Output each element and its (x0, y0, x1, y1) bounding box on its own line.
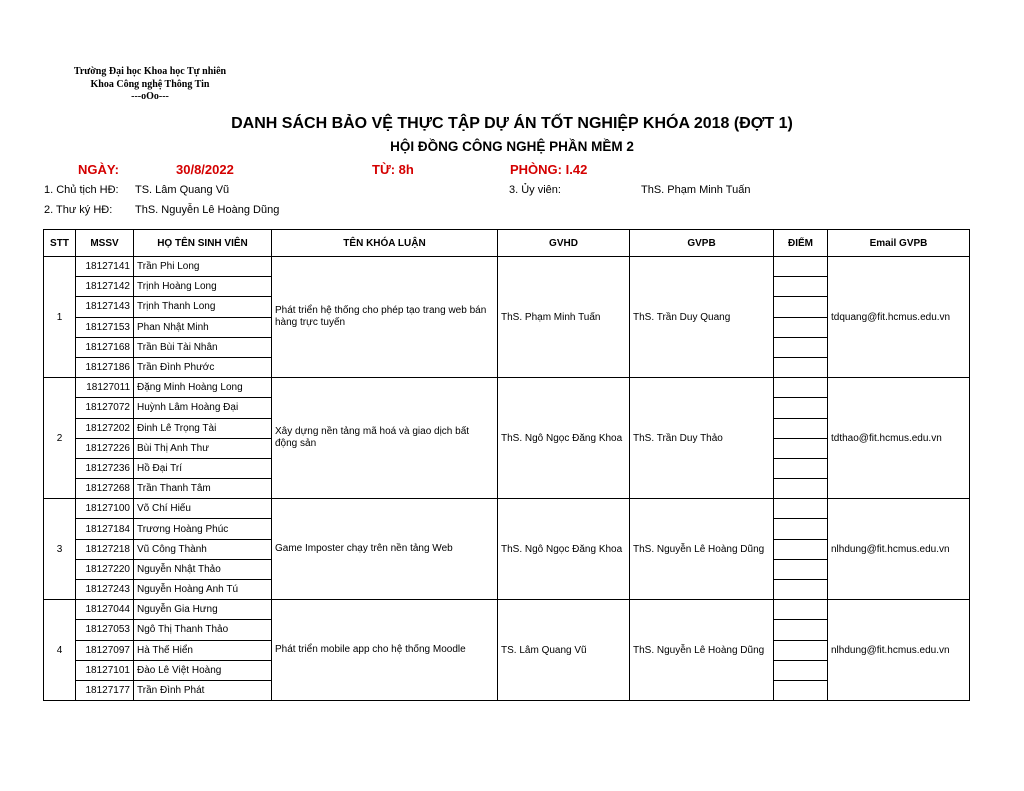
student-id: 18127184 (76, 519, 134, 539)
student-id: 18127141 (76, 257, 134, 277)
header-grade: ĐIỂM (774, 230, 828, 257)
header-reviewer: GVPB (630, 230, 774, 257)
reviewer-email: tdquang@fit.hcmus.edu.vn (828, 257, 970, 378)
grade-cell[interactable] (774, 640, 828, 660)
student-id: 18127072 (76, 398, 134, 418)
grade-cell[interactable] (774, 620, 828, 640)
document-subtitle: HỘI ĐỒNG CÔNG NGHỆ PHẦN MỀM 2 (390, 139, 634, 154)
grade-cell[interactable] (774, 438, 828, 458)
student-name: Nguyễn Hoàng Anh Tú (134, 580, 272, 600)
supervisor-name: ThS. Phạm Minh Tuấn (498, 257, 630, 378)
defense-schedule-table (43, 229, 970, 701)
table-row (44, 378, 970, 398)
reviewer-email: nlhdung@fit.hcmus.edu.vn (828, 600, 970, 701)
document-title: DANH SÁCH BẢO VỆ THỰC TẬP DỰ ÁN TỐT NGHIỆP KHÓA 2018 (ĐỢT 1) (231, 115, 793, 132)
student-id: 18127101 (76, 660, 134, 680)
secretary-name: ThS. Nguyễn Lê Hoàng Dũng (135, 204, 280, 216)
thesis-title: Phát triển hệ thống cho phép tạo trang web bán hàng trực tuyến (272, 257, 498, 378)
reviewer-name: ThS. Trần Duy Quang (630, 257, 774, 378)
student-name: Trịnh Thanh Long (134, 297, 272, 317)
student-id: 18127202 (76, 418, 134, 438)
supervisor-name: TS. Lâm Quang Vũ (498, 600, 630, 701)
student-name: Trần Phi Long (134, 257, 272, 277)
student-id: 18127226 (76, 438, 134, 458)
student-id: 18127143 (76, 297, 134, 317)
thesis-group (44, 378, 970, 499)
grade-cell[interactable] (774, 499, 828, 519)
thesis-title: Game Imposter chạy trên nền tảng Web (272, 499, 498, 600)
student-id: 18127097 (76, 640, 134, 660)
reviewer-email: tdthao@fit.hcmus.edu.vn (828, 378, 970, 499)
date-value: 30/8/2022 (176, 162, 234, 177)
student-name: Phan Nhật Minh (134, 317, 272, 337)
student-name: Trần Bùi Tài Nhân (134, 337, 272, 357)
student-name: Ngô Thị Thanh Thảo (134, 620, 272, 640)
thesis-group (44, 600, 970, 701)
group-number: 2 (44, 378, 76, 499)
header-supervisor: GVHD (498, 230, 630, 257)
university-name: Trường Đại học Khoa học Tự nhiên (73, 66, 227, 77)
group-number: 1 (44, 257, 76, 378)
thesis-title: Phát triển mobile app cho hệ thống Moodle (272, 600, 498, 701)
student-name: Bùi Thị Anh Thư (134, 438, 272, 458)
ornament-divider: ---oOo--- (131, 91, 169, 102)
grade-cell[interactable] (774, 559, 828, 579)
student-id: 18127153 (76, 317, 134, 337)
student-name: Huỳnh Lâm Hoàng Đại (134, 398, 272, 418)
header-stt: STT (44, 230, 76, 257)
student-name: Trần Thanh Tâm (134, 479, 272, 499)
student-id: 18127142 (76, 277, 134, 297)
student-name: Vũ Công Thành (134, 539, 272, 559)
grade-cell[interactable] (774, 398, 828, 418)
student-name: Nguyễn Nhật Thảo (134, 559, 272, 579)
thesis-group (44, 499, 970, 600)
header-student-name: HỌ TÊN SINH VIÊN (134, 230, 272, 257)
member-label: 3. Ủy viên: (509, 184, 561, 196)
student-name: Nguyễn Gia Hưng (134, 600, 272, 620)
student-id: 18127044 (76, 600, 134, 620)
grade-cell[interactable] (774, 357, 828, 377)
institution-header (40, 66, 260, 104)
student-id: 18127168 (76, 337, 134, 357)
student-name: Trịnh Hoàng Long (134, 277, 272, 297)
grade-cell[interactable] (774, 539, 828, 559)
student-name: Trần Đình Phát (134, 680, 272, 700)
grade-cell[interactable] (774, 458, 828, 478)
table-header-row (44, 230, 970, 257)
grade-cell[interactable] (774, 660, 828, 680)
grade-cell[interactable] (774, 600, 828, 620)
secretary-label: 2. Thư ký HĐ: (44, 204, 113, 216)
table-row (44, 499, 970, 519)
chair-name: TS. Lâm Quang Vũ (135, 184, 230, 196)
grade-cell[interactable] (774, 337, 828, 357)
table-row (44, 600, 970, 620)
reviewer-name: ThS. Trần Duy Thảo (630, 378, 774, 499)
student-id: 18127236 (76, 458, 134, 478)
student-id: 18127220 (76, 559, 134, 579)
student-id: 18127268 (76, 479, 134, 499)
date-label: NGÀY: (78, 162, 119, 177)
supervisor-name: ThS. Ngô Ngọc Đăng Khoa (498, 499, 630, 600)
grade-cell[interactable] (774, 680, 828, 700)
student-id: 18127011 (76, 378, 134, 398)
grade-cell[interactable] (774, 479, 828, 499)
grade-cell[interactable] (774, 297, 828, 317)
room-value: PHÒNG: I.42 (510, 162, 588, 177)
student-id: 18127186 (76, 357, 134, 377)
student-name: Trương Hoàng Phúc (134, 519, 272, 539)
faculty-name: Khoa Công nghệ Thông Tin (90, 78, 210, 90)
chair-label: 1. Chủ tịch HĐ: (44, 184, 119, 196)
grade-cell[interactable] (774, 580, 828, 600)
group-number: 3 (44, 499, 76, 600)
student-id: 18127243 (76, 580, 134, 600)
student-name: Đặng Minh Hoàng Long (134, 378, 272, 398)
student-name: Hà Thế Hiển (134, 640, 272, 660)
grade-cell[interactable] (774, 317, 828, 337)
student-id: 18127177 (76, 680, 134, 700)
student-id: 18127100 (76, 499, 134, 519)
reviewer-email: nlhdung@fit.hcmus.edu.vn (828, 499, 970, 600)
grade-cell[interactable] (774, 519, 828, 539)
grade-cell[interactable] (774, 277, 828, 297)
student-id: 18127218 (76, 539, 134, 559)
supervisor-name: ThS. Ngô Ngọc Đăng Khoa (498, 378, 630, 499)
header-mssv: MSSV (76, 230, 134, 257)
grade-cell[interactable] (774, 378, 828, 398)
table-row (44, 257, 970, 277)
member-name: ThS. Phạm Minh Tuấn (641, 184, 751, 196)
student-name: Đào Lê Việt Hoàng (134, 660, 272, 680)
student-name: Hồ Đại Trí (134, 458, 272, 478)
grade-cell[interactable] (774, 418, 828, 438)
thesis-group (44, 257, 970, 378)
student-name: Võ Chí Hiếu (134, 499, 272, 519)
student-name: Đinh Lê Trọng Tài (134, 418, 272, 438)
grade-cell[interactable] (774, 257, 828, 277)
student-name: Trần Đình Phước (134, 357, 272, 377)
thesis-title: Xây dựng nền tảng mã hoá và giao dịch bất động sản (272, 378, 498, 499)
reviewer-name: ThS. Nguyễn Lê Hoàng Dũng (630, 600, 774, 701)
header-thesis-title: TÊN KHÓA LUẬN (272, 230, 498, 257)
reviewer-name: ThS. Nguyễn Lê Hoàng Dũng (630, 499, 774, 600)
student-id: 18127053 (76, 620, 134, 640)
group-number: 4 (44, 600, 76, 701)
time-value: TỪ: 8h (372, 162, 414, 177)
header-reviewer-email: Email GVPB (828, 230, 970, 257)
